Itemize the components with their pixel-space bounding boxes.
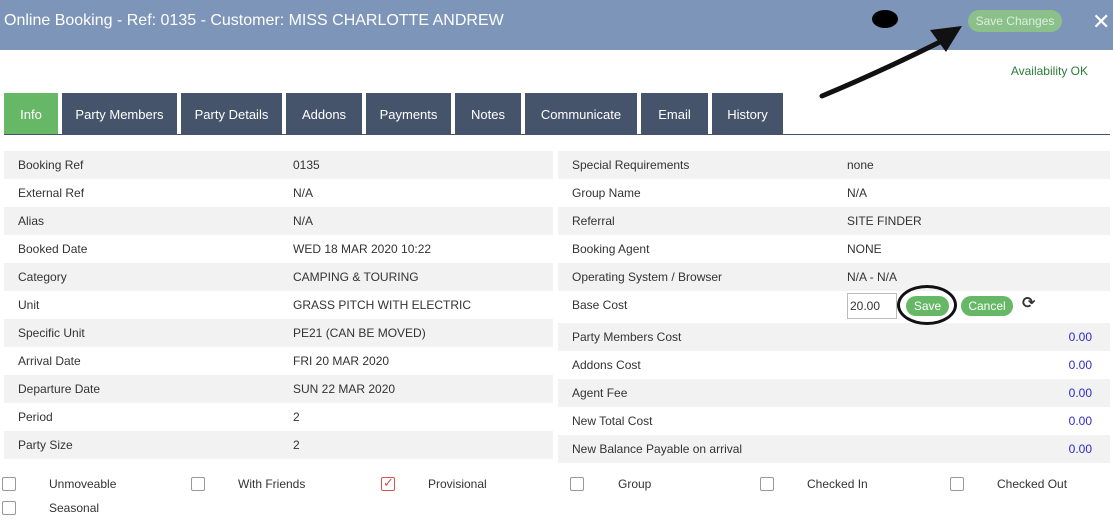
field-label: New Total Cost	[572, 414, 653, 428]
tab-email[interactable]: Email	[641, 93, 708, 135]
booking-title: Online Booking - Ref: 0135 - Customer: MISS CHARLOTTE ANDREW	[4, 12, 504, 29]
cost-value-link[interactable]: 0.00	[1068, 442, 1092, 456]
field-row-alias	[4, 207, 553, 235]
field-label: Booking Ref	[18, 158, 84, 172]
field-row-special-requirements	[558, 151, 1110, 179]
tab-payments[interactable]: Payments	[366, 93, 451, 135]
field-value: FRI 20 MAR 2020	[293, 354, 390, 368]
field-label: New Balance Payable on arrival	[572, 442, 743, 456]
tab-bar	[4, 93, 787, 135]
field-label: Booked Date	[18, 242, 88, 256]
field-row-period	[4, 403, 553, 431]
booking-details-left	[4, 151, 553, 459]
field-row-category	[4, 263, 553, 291]
field-label: Category	[18, 270, 67, 284]
annotation-circle	[897, 285, 957, 325]
field-label: Arrival Date	[18, 354, 81, 368]
field-value: SITE FINDER	[847, 214, 922, 228]
tabs-divider	[4, 134, 1110, 135]
field-label: Base Cost	[572, 298, 628, 312]
field-value: 2	[293, 410, 300, 424]
tab-party-members[interactable]: Party Members	[62, 93, 177, 135]
redaction-blob	[872, 10, 898, 28]
unmoveable-checkbox[interactable]	[2, 477, 16, 491]
field-row-agent-fee	[558, 379, 1110, 407]
field-value: SUN 22 MAR 2020	[293, 382, 396, 396]
field-label: Addons Cost	[572, 358, 641, 372]
field-row-new-total-cost	[558, 407, 1110, 435]
group-checkbox[interactable]	[570, 477, 584, 491]
tab-communicate[interactable]: Communicate	[525, 93, 637, 135]
seasonal-label: Seasonal	[49, 501, 100, 515]
field-value: NONE	[847, 242, 882, 256]
field-label: Party Size	[18, 438, 73, 452]
checked-in-checkbox[interactable]	[760, 477, 774, 491]
field-label: Departure Date	[18, 382, 101, 396]
field-label: Agent Fee	[572, 386, 628, 400]
cost-value-link[interactable]: 0.00	[1068, 414, 1092, 428]
booking-details-right	[558, 151, 1110, 463]
field-label: Booking Agent	[572, 242, 650, 256]
field-row-departure-date	[4, 375, 553, 403]
group-label: Group	[618, 477, 652, 491]
tab-info[interactable]: Info	[4, 93, 58, 135]
availability-status: Availability OK	[1010, 64, 1088, 78]
field-label: Special Requirements	[572, 158, 690, 172]
modal-header	[0, 0, 1113, 50]
field-row-specific-unit	[4, 319, 553, 347]
tab-addons[interactable]: Addons	[286, 93, 362, 135]
field-value: 0135	[293, 158, 320, 172]
checked-out-checkbox[interactable]	[950, 477, 964, 491]
field-row-referral	[558, 207, 1110, 235]
tab-party-details[interactable]: Party Details	[181, 93, 282, 135]
base-cost-cancel-button[interactable]: Cancel	[961, 296, 1013, 316]
unmoveable-label: Unmoveable	[49, 477, 117, 491]
field-label: Group Name	[572, 186, 641, 200]
with-friends-label: With Friends	[238, 477, 306, 491]
field-label: Referral	[572, 214, 615, 228]
field-row-booking-agent	[558, 235, 1110, 263]
base-cost-save-button[interactable]: Save	[906, 296, 949, 316]
field-value: 2	[293, 438, 300, 452]
base-cost-input[interactable]	[847, 293, 897, 319]
field-value: N/A - N/A	[847, 270, 898, 284]
field-value: N/A	[293, 186, 314, 200]
save-changes-button[interactable]: Save Changes	[968, 10, 1062, 32]
field-label: Alias	[18, 214, 45, 228]
field-value: none	[847, 158, 874, 172]
field-label: Period	[18, 410, 53, 424]
field-label: Party Members Cost	[572, 330, 682, 344]
tab-history[interactable]: History	[712, 93, 783, 135]
seasonal-checkbox[interactable]	[2, 501, 16, 515]
field-row-external-ref	[4, 179, 553, 207]
field-row-booked-date	[4, 235, 553, 263]
field-label: External Ref	[18, 186, 85, 200]
refresh-icon[interactable]: ⟳	[1022, 295, 1036, 312]
checked-in-label: Checked In	[807, 477, 868, 491]
field-row-party-size	[4, 431, 553, 459]
tab-notes[interactable]: Notes	[455, 93, 521, 135]
provisional-label: Provisional	[428, 477, 487, 491]
cost-value-link[interactable]: 0.00	[1068, 386, 1092, 400]
provisional-checkbox[interactable]	[381, 477, 395, 491]
close-icon[interactable]: ✕	[1092, 9, 1111, 34]
field-row-arrival-date	[4, 347, 553, 375]
field-value: CAMPING & TOURING	[293, 270, 419, 284]
field-value: GRASS PITCH WITH ELECTRIC	[293, 298, 472, 312]
field-row-addons-cost	[558, 351, 1110, 379]
field-row-booking-ref	[4, 151, 553, 179]
field-row-group-name	[558, 179, 1110, 207]
field-label: Operating System / Browser	[572, 270, 723, 284]
checked-out-label: Checked Out	[997, 477, 1068, 491]
cost-value-link[interactable]: 0.00	[1068, 358, 1092, 372]
cost-value-link[interactable]: 0.00	[1068, 330, 1092, 344]
field-row-new-balance	[558, 435, 1110, 463]
field-value: WED 18 MAR 2020 10:22	[293, 242, 432, 256]
field-value: N/A	[293, 214, 314, 228]
field-row-unit	[4, 291, 553, 319]
field-label: Unit	[18, 298, 40, 312]
with-friends-checkbox[interactable]	[191, 477, 205, 491]
field-value: PE21 (CAN BE MOVED)	[293, 326, 426, 340]
field-row-operating-system	[558, 263, 1110, 291]
field-label: Specific Unit	[18, 326, 85, 340]
field-row-party-members-cost	[558, 323, 1110, 351]
booking-flags	[0, 472, 1113, 522]
field-value: N/A	[847, 186, 868, 200]
